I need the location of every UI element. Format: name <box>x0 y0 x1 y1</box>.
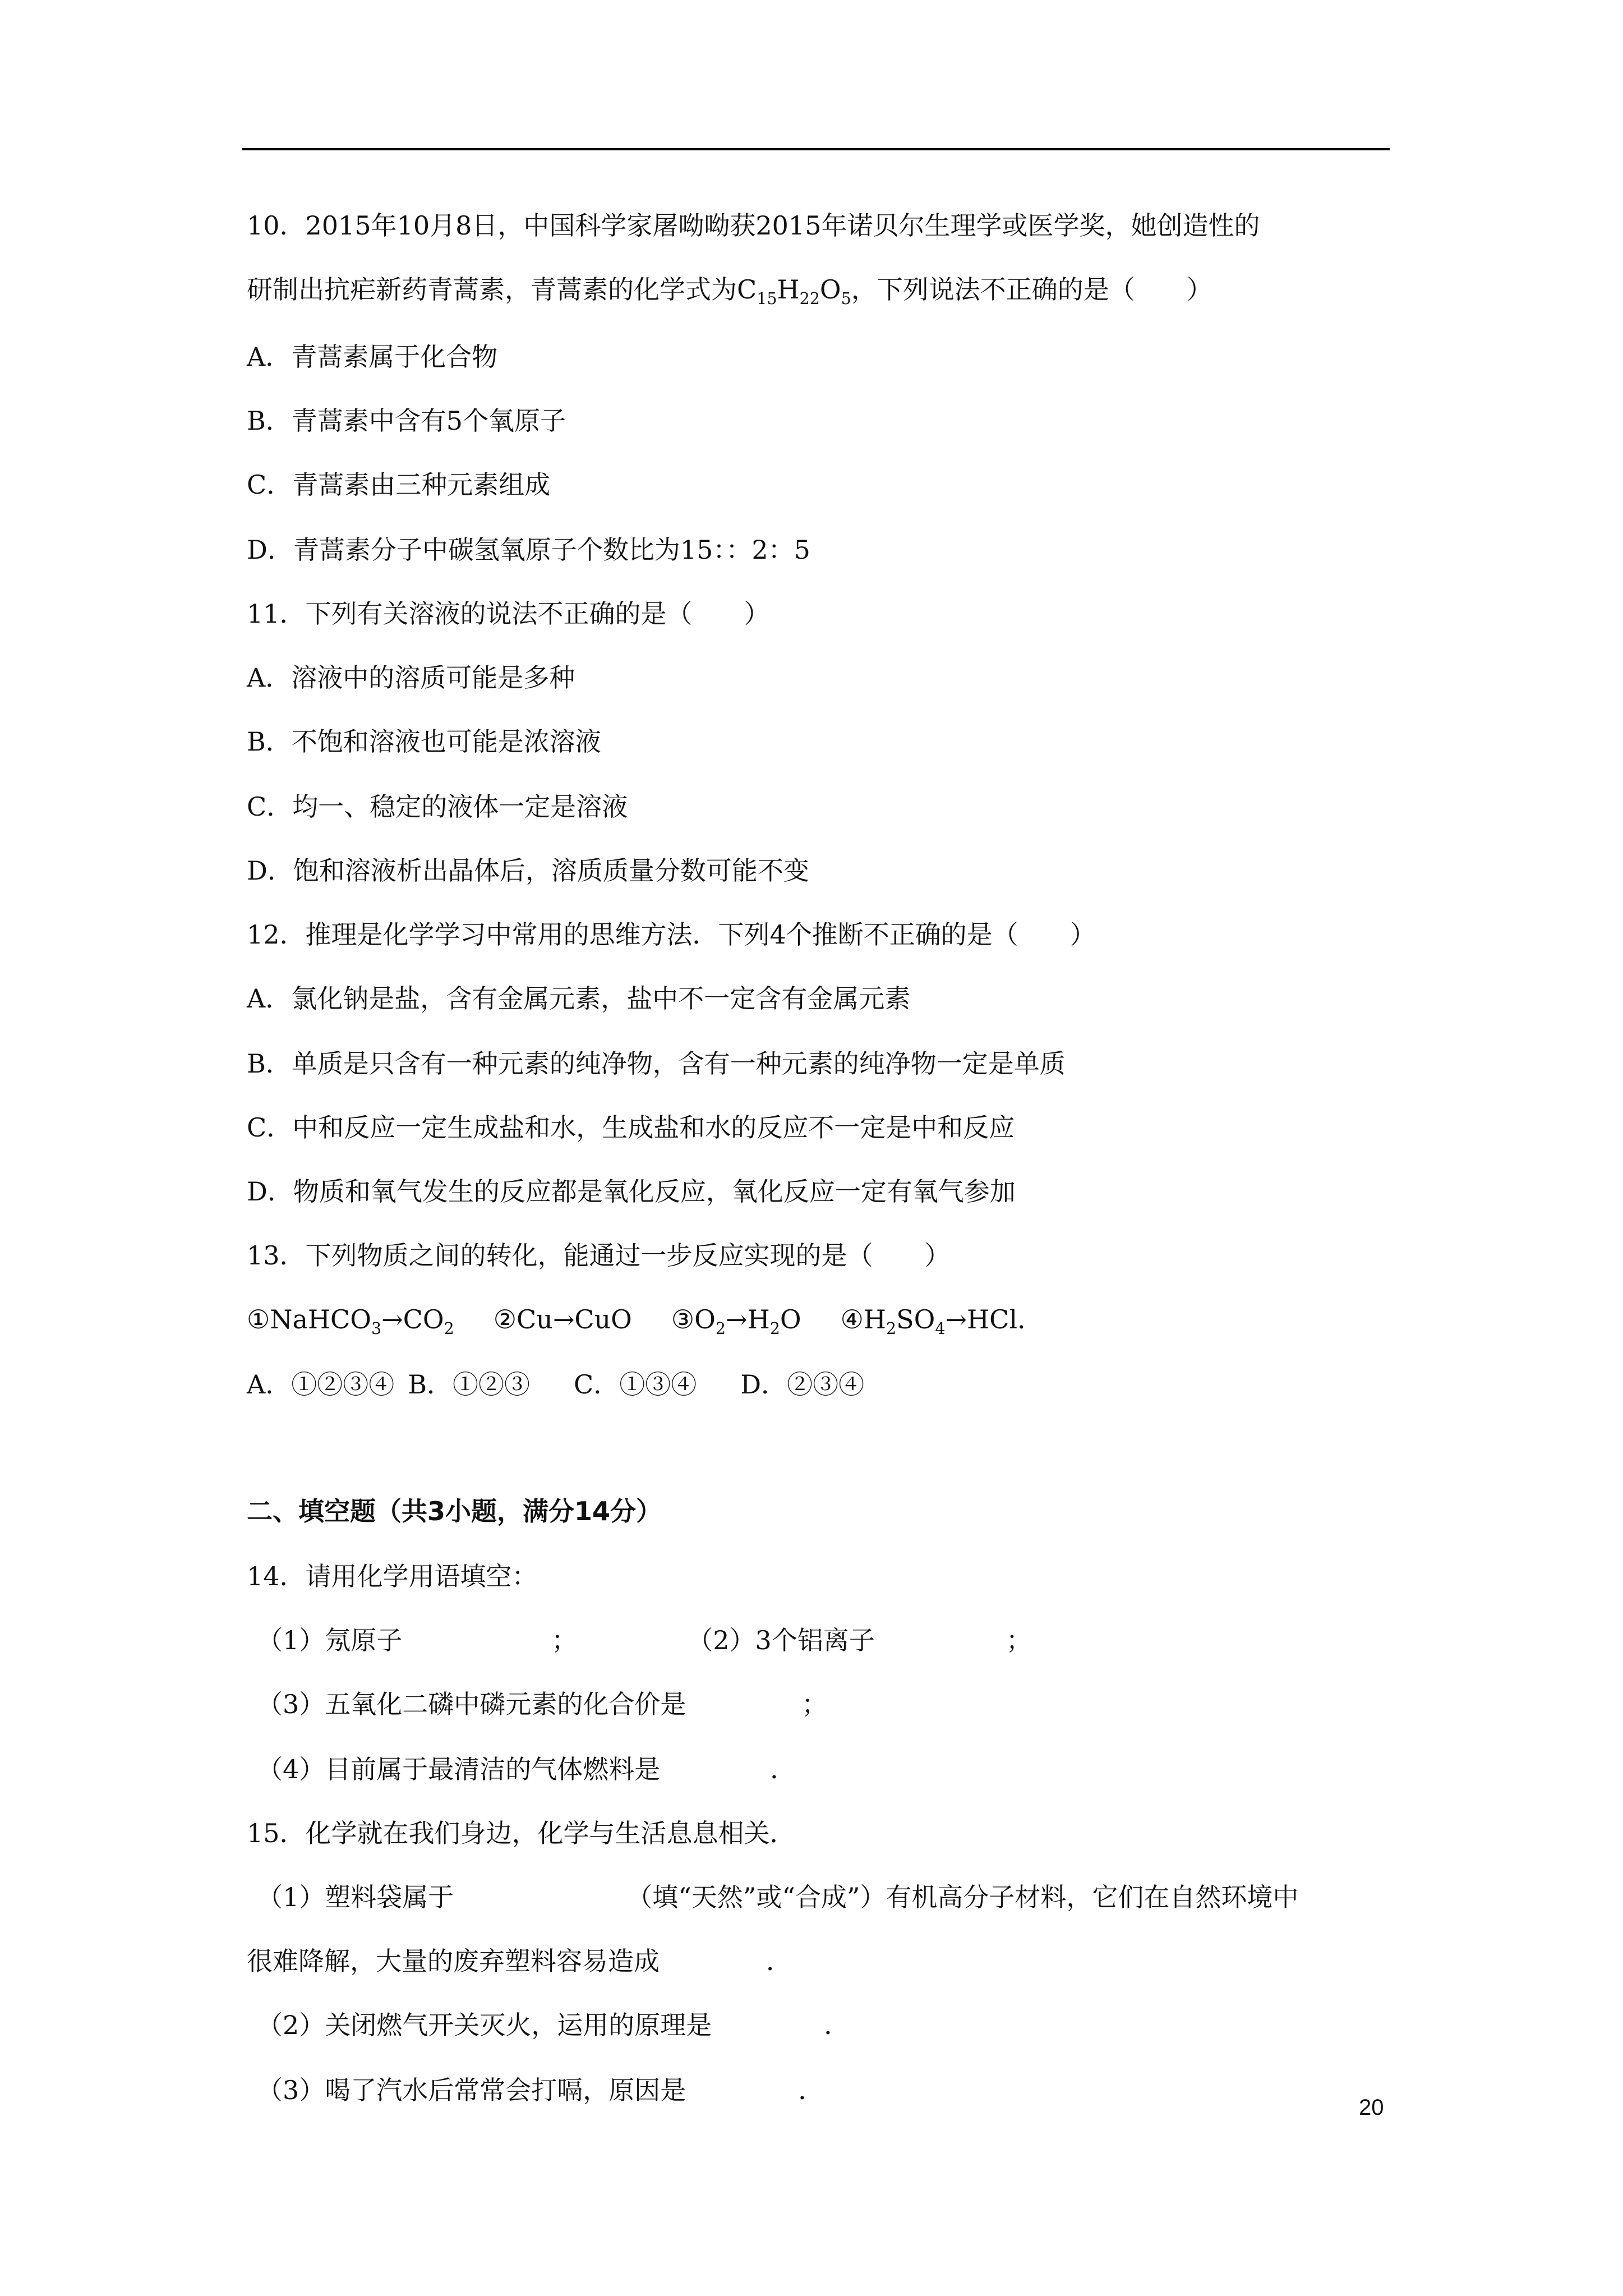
q10-option-a: A．青蒿素属于化合物 <box>247 342 498 372</box>
artemisinin-formula: $C_{15}H_{22}O_5$ <box>737 274 851 308</box>
q15-row1-cont: 很难降解，大量的废弃塑料容易造成 ． <box>247 1946 792 1976</box>
q12-stem: 12．推理是化学学习中常用的思维方法．下列4个推断不正确的是（ ） <box>247 919 1096 950</box>
q13-option-a: A．①②③④ <box>247 1369 395 1400</box>
q10-line1: 10．2015年10月8日，中国科学家屠呦呦获2015年诺贝尔生理学或医学奖，她创造性的 <box>247 210 1260 241</box>
q13-option-b: B．①②③ <box>408 1369 531 1400</box>
q13-stem: 13．下列物质之间的转化，能通过一步反应实现的是（ ） <box>247 1240 951 1271</box>
q11-option-c: C．均一、稳定的液体一定是溶液 <box>247 792 628 822</box>
q14-row4: （4）目前属于最清洁的气体燃料是 ． <box>257 1754 796 1784</box>
q14-stem: 14．请用化学用语填空： <box>247 1561 538 1591</box>
q10-option-c: C．青蒿素由三种元素组成 <box>247 470 551 500</box>
q10-option-b: B．青蒿素中含有5个氧原子 <box>247 406 566 436</box>
q11-stem: 11．下列有关溶液的说法不正确的是（ ） <box>247 599 770 629</box>
conversion-3: $③O_2\to H_2O$ <box>671 1304 801 1338</box>
conversion-2: ②Cu→CuO <box>493 1304 632 1335</box>
q10-line2 <box>247 273 1212 306</box>
q15-row1: （1）塑料袋属于 （填“天然”或“合成”）有机高分子材料，它们在自然环境中 <box>257 1882 1299 1912</box>
conversion-4: $④H_2SO_4\to HCl$． <box>840 1304 1044 1338</box>
q13-option-d: D．②③④ <box>740 1369 865 1400</box>
q13-options <box>247 1368 864 1401</box>
q11-option-a: A．溶液中的溶质可能是多种 <box>247 662 575 693</box>
q10-line2-post: ，下列说法不正确的是（ ） <box>851 274 1212 305</box>
q12-option-a: A．氯化钠是盐，含有金属元素，盐中不一定含有金属元素 <box>247 983 911 1014</box>
section-2-title: 二、填空题（共3小题，满分14分） <box>247 1496 662 1526</box>
q14-row1: （1）氖原子 ； （2）3个铝离子 ； <box>257 1625 1032 1655</box>
q10-option-d: D．青蒿素分子中碳氢氧原子个数比为15：：2：5 <box>247 535 810 565</box>
q11-option-b: B．不饱和溶液也可能是浓溶液 <box>247 726 601 757</box>
q13-conversions <box>247 1303 1043 1336</box>
q12-option-d: D．物质和氧气发生的反应都是氧化反应，氧化反应一定有氧气参加 <box>247 1176 1016 1207</box>
q12-option-c: C．中和反应一定生成盐和水，生成盐和水的反应不一定是中和反应 <box>247 1112 1015 1143</box>
q15-row2: （2）关闭燃气开关灭火，运用的原理是 ． <box>257 2010 850 2040</box>
q11-option-d: D．饱和溶液析出晶体后，溶质质量分数可能不变 <box>247 855 809 886</box>
q14-row3: （3）五氧化二磷中磷元素的化合价是 ； <box>257 1689 828 1719</box>
q15-stem: 15．化学就在我们身边，化学与生活息息相关． <box>247 1818 796 1848</box>
q10-line2-pre: 研制出抗疟新药青蒿素，青蒿素的化学式为 <box>247 274 737 305</box>
conversion-1: $①NaHCO_3\to CO_2$ <box>247 1304 454 1338</box>
q13-option-c: C．①③④ <box>574 1369 697 1400</box>
header-rule <box>242 148 1390 150</box>
q15-row3: （3）喝了汽水后常常会打嗝，原因是 ． <box>257 2075 824 2105</box>
q12-option-b: B．单质是只含有一种元素的纯净物，含有一种元素的纯净物一定是单质 <box>247 1048 1066 1079</box>
page-number: 20 <box>1359 2095 1384 2120</box>
